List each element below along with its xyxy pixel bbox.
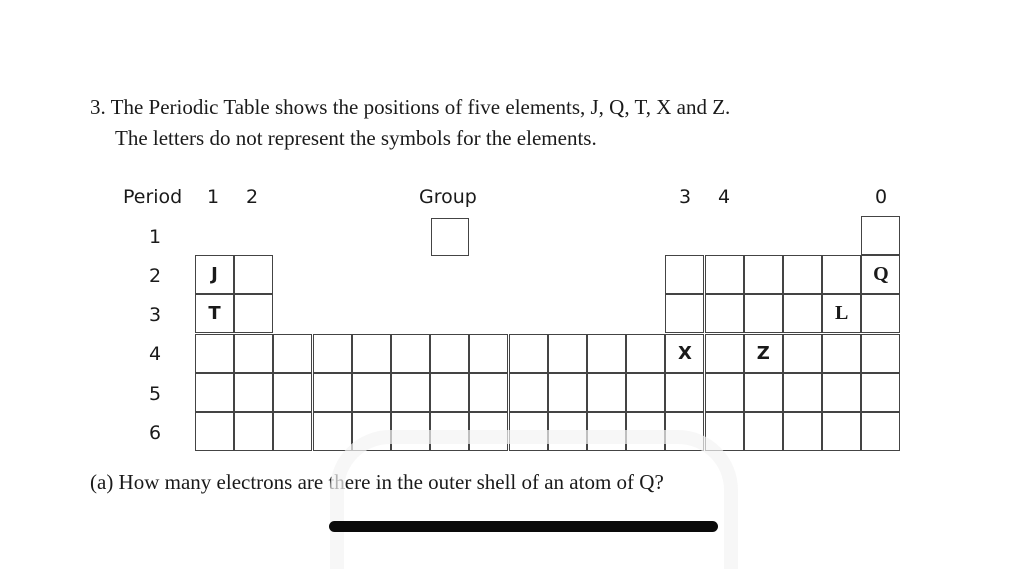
table-cell [469,373,508,412]
table-cell [744,412,783,451]
table-cell [391,373,430,412]
table-cell [195,334,234,373]
table-cell [744,255,783,294]
table-cell [313,334,352,373]
table-cell [352,334,391,373]
home-indicator-bar[interactable] [329,521,718,532]
table-cell [234,255,273,294]
table-cell [665,294,704,333]
table-cell [783,412,822,451]
table-cell [744,294,783,333]
table-cell [509,373,548,412]
table-cell [665,373,704,412]
table-cell [195,412,234,451]
table-cell [665,255,704,294]
table-cell [744,373,783,412]
question-line-1: The Periodic Table shows the positions of five elements, J, Q, T, X and Z. [110,95,731,119]
table-cell [705,255,744,294]
period-number-1: 1 [148,226,162,248]
table-cell [234,334,273,373]
table-cell [705,334,744,373]
table-cell [548,334,587,373]
question-number: 3. [90,95,106,119]
table-cell [861,412,900,451]
table-cell [313,412,352,451]
group-number-4: 4 [718,186,731,208]
table-cell [861,294,900,333]
table-cell [783,255,822,294]
watermark-logo [330,430,738,569]
element-cell-q: Q [861,255,900,294]
period-number-4: 4 [148,343,162,365]
table-cell [587,373,626,412]
element-cell-t: T [195,294,234,333]
table-cell [626,373,665,412]
element-cell-z: Z [744,334,783,373]
table-cell [234,412,273,451]
period-number-6: 6 [148,422,162,444]
table-cell [783,294,822,333]
question-line-2: The letters do not represent the symbols for the elements. [115,126,597,150]
table-cell [352,373,391,412]
period-header: Period [123,186,183,208]
table-cell [626,334,665,373]
table-cell [234,373,273,412]
table-cell [509,334,548,373]
table-cell [273,334,312,373]
table-cell [783,334,822,373]
table-cell [822,334,861,373]
table-cell [469,334,508,373]
hydrogen-box [431,218,469,256]
table-cell [273,412,312,451]
table-cell [783,373,822,412]
period-number-2: 2 [148,265,162,287]
table-cell [587,334,626,373]
element-cell-l: L [822,294,861,333]
table-cell [430,373,469,412]
table-cell [273,373,312,412]
table-cell [195,373,234,412]
table-cell [861,334,900,373]
table-cell [705,373,744,412]
element-cell-j: J [195,255,234,294]
table-cell [391,334,430,373]
table-cell [861,216,900,255]
table-cell [234,294,273,333]
table-cell [822,255,861,294]
table-cell [861,373,900,412]
group-number-0: 0 [875,186,888,208]
question-text [90,92,730,154]
table-cell [430,334,469,373]
table-cell [822,412,861,451]
group-number-3: 3 [679,186,692,208]
table-cell [822,373,861,412]
table-cell [313,373,352,412]
group-number-2: 2 [246,186,259,208]
group-number-1: 1 [207,186,220,208]
question-part-a: (a) How many electrons are there in the outer shell of an atom of Q? [90,470,664,494]
group-header: Group [419,186,477,208]
element-cell-x: X [665,334,704,373]
period-number-3: 3 [148,304,162,326]
table-cell [705,294,744,333]
table-cell [548,373,587,412]
period-number-5: 5 [148,383,162,405]
